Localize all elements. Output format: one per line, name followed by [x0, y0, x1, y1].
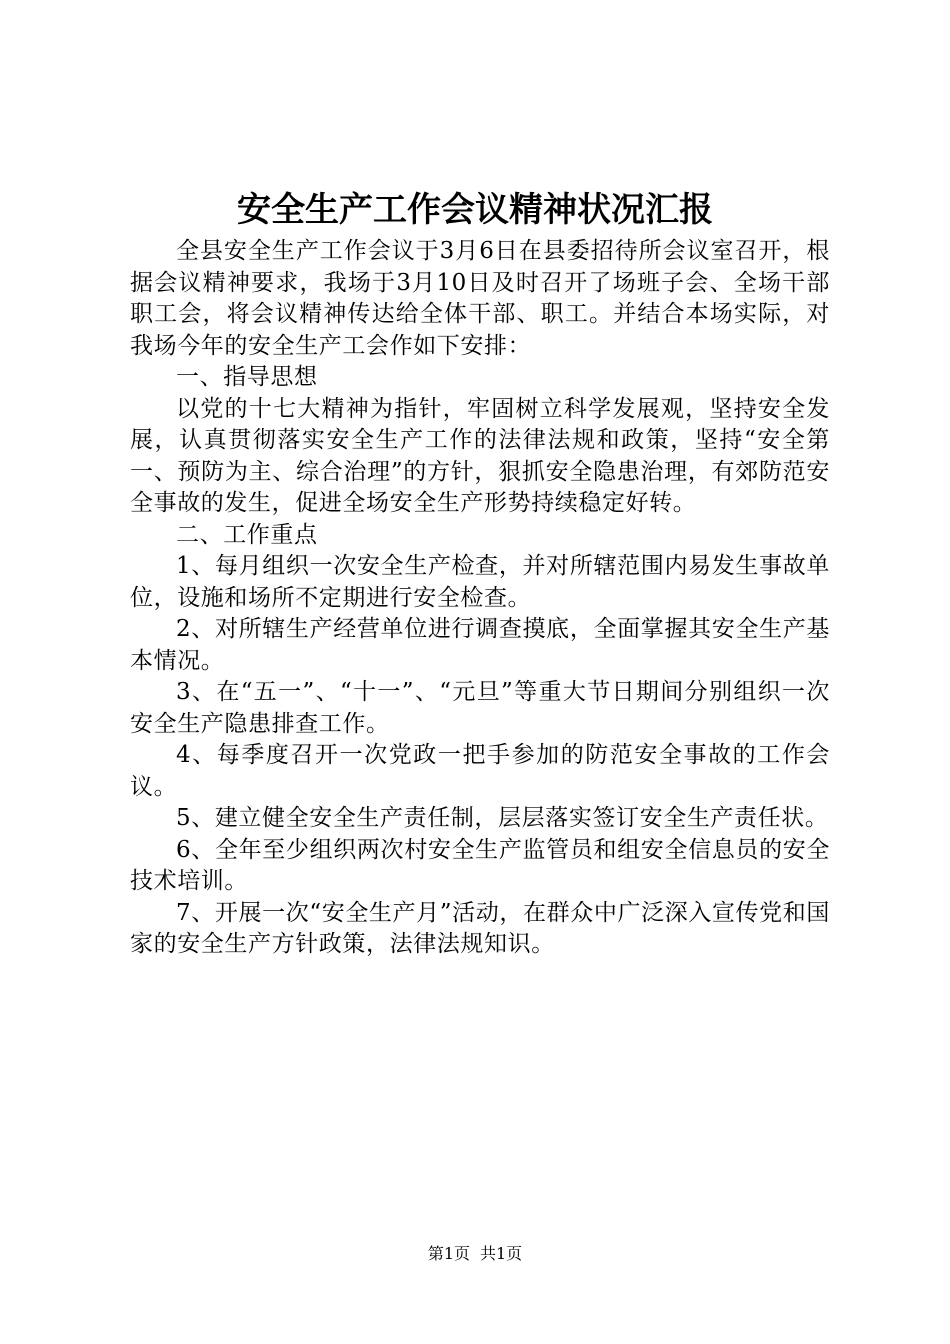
work-item-7: 7、开展一次“安全生产月”活动，在群众中广泛深入宣传党和国家的安全生产方针政策，法律法规知识。	[130, 899, 830, 957]
page-footer	[0, 1243, 950, 1265]
page-number: 第1页	[427, 1244, 470, 1263]
work-item-1: 1、每月组织一次安全生产检查，并对所辖范围内易发生事故单位，设施和场所不定期进行安全检查。	[130, 553, 830, 611]
document-body	[130, 236, 830, 961]
document-title: 安全生产工作会议精神状况汇报	[237, 190, 713, 230]
section-heading-guiding-ideology: 一、指导思想	[176, 364, 318, 390]
work-item-3: 3、在“五一”、“十一”、“元旦”等重大节日期间分别组织一次安全生产隐患排查工作。	[130, 679, 830, 737]
work-item-6: 6、全年至少组织两次村安全生产监管员和组安全信息员的安全技术培训。	[130, 836, 830, 894]
work-item-4: 4、每季度召开一次党政一把手参加的防范安全事故的工作会议。	[130, 742, 830, 800]
work-item-2: 2、对所辖生产经营单位进行调查摸底，全面掌握其安全生产基本情况。	[130, 616, 830, 674]
paragraph-guiding-ideology: 以党的十七大精神为指针，牢固树立科学发展观，坚持安全发展，认真贯彻落实安全生产工作的法律法规和政策，坚持“安全第一、预防为主、综合治理”的方针，狠抓安全隐患治理，有郊防范安全事故的发生，促进全场安全生产形势持续稳定好转。	[130, 395, 830, 516]
section-heading-work-focus: 二、工作重点	[176, 521, 318, 548]
work-item-5: 5、建立健全安全生产责任制，层层落实签订安全生产责任状。	[176, 805, 829, 831]
page-total: 共1页	[480, 1244, 523, 1263]
paragraph-intro: 全县安全生产工作会议于3月6日在县委招待所会议室召开，根据会议精神要求，我场于3月10日及时召开了场班子会、全场干部职工会，将会议精神传达给全体干部、职工。并结合本场实际，对我场今年的安全生产工会作如下安排：	[130, 238, 830, 359]
